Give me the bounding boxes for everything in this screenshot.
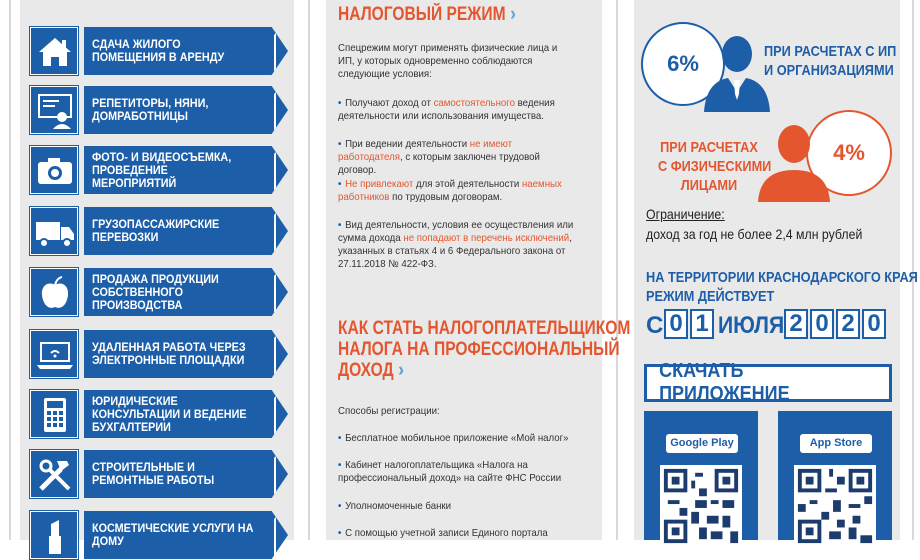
condition-text: Получают доход от	[345, 97, 434, 109]
condition-accent: Не привлекают	[345, 178, 414, 190]
activity-item	[30, 390, 288, 438]
rate-label-line: ПРИ РАСЧЕТАХ	[660, 139, 758, 156]
condition-text: Вид деятельности, условия ее осуществления или сумма дохода	[338, 219, 574, 244]
google-play-card[interactable]	[644, 411, 758, 540]
app-store-label: App Store	[800, 434, 872, 453]
rate-label-line: ЛИЦАМИ	[680, 177, 738, 194]
activity-label: КОСМЕТИЧЕСКИЕ УСЛУГИ НА ДОМУ	[92, 521, 254, 548]
condition-item	[338, 219, 574, 271]
condition-text: для этой деятельности	[413, 178, 522, 190]
bullet-icon: •	[338, 459, 342, 471]
method-text: Уполномоченные банки	[345, 500, 452, 512]
method-text: С помощью учетной записи Единого портала	[345, 527, 548, 539]
rate-label-line: С ФИЗИЧЕСКИМИ	[658, 158, 772, 175]
condition-item	[338, 97, 574, 123]
download-app-label: СКАЧАТЬ ПРИЛОЖЕНИЕ	[659, 360, 790, 405]
condition-item	[338, 178, 574, 204]
territory-line: НА ТЕРРИТОРИИ КРАСНОДАРСКОГО КРАЯ	[646, 269, 918, 286]
date-digit: 0	[862, 309, 886, 339]
condition-accent: не имеют работодателя	[338, 138, 513, 163]
download-app-button[interactable]	[644, 360, 892, 405]
condition-item	[338, 138, 574, 177]
bullet-icon: •	[338, 97, 342, 109]
laptop-icon	[30, 330, 78, 378]
date-digit: 0	[664, 309, 688, 339]
condition-text: ведения деятельности или использования имущества.	[338, 97, 555, 122]
condition-accent: самостоятельного	[433, 97, 515, 109]
regime-heading-text: НАЛОГОВЫЙ РЕЖИМ	[338, 4, 506, 25]
howto-heading-line: ДОХОД	[338, 360, 394, 381]
activity-item	[30, 207, 288, 255]
date-digit: 2	[784, 309, 808, 339]
house-icon	[30, 27, 78, 75]
apple-icon	[30, 268, 78, 316]
activity-label: СДАЧА ЖИЛОГО ПОМЕЩЕНИЯ В АРЕНДУ	[92, 37, 225, 64]
rates-content	[634, 0, 918, 540]
condition-text: , указанных в статьях 4 и 6 Федерального закона от 27.11.2018 № 422-ФЗ.	[338, 232, 572, 270]
google-play-qr-icon[interactable]	[660, 465, 742, 547]
google-play-label: Google Play	[666, 434, 738, 453]
howto-heading	[338, 318, 630, 381]
tutor-icon	[30, 86, 78, 134]
method-item	[338, 459, 574, 485]
conditions-content	[326, 0, 631, 540]
rate-label-line: И ОРГАНИЗАЦИЯМИ	[764, 62, 894, 79]
truck-icon	[30, 207, 78, 255]
bullet-icon: •	[338, 527, 342, 539]
date-prefix: С	[646, 312, 664, 339]
app-store-qr-icon[interactable]	[794, 465, 876, 547]
rate-circle-ip: 6%	[641, 22, 725, 106]
limit-text: доход за год не более 2,4 млн рублей	[646, 226, 863, 242]
date-digit: 1	[690, 309, 714, 339]
howto-heading-line: КАК СТАТЬ НАЛОГОПЛАТЕЛЬЩИКОМ	[338, 318, 631, 339]
condition-text: по трудовым договорам.	[389, 191, 503, 203]
regime-intro: Спецрежим могут применять физические лица и ИП, у которых одновременно соблюдаются следующие условия:	[338, 42, 558, 80]
activity-item	[30, 450, 288, 498]
chevrons-icon: ››	[398, 360, 400, 381]
activity-label: ПРОДАЖА ПРОДУКЦИИ СОБСТВЕННОГО ПРОИЗВОДСТВА	[92, 271, 219, 312]
activity-item	[30, 86, 288, 134]
howto-heading-line: НАЛОГА НА ПРОФЕССИОНАЛЬНЫЙ	[338, 339, 620, 360]
bullet-icon: •	[338, 432, 342, 444]
regime-heading	[338, 4, 511, 25]
activity-label: ФОТО- И ВИДЕОСЪЕМКА, ПРОВЕДЕНИЕ МЕРОПРИЯТИЙ	[92, 149, 232, 190]
camera-icon	[30, 146, 78, 194]
date-month: ИЮЛЯ	[718, 312, 785, 339]
bullet-icon: •	[338, 138, 342, 150]
activity-item	[30, 146, 288, 194]
condition-text: При ведении деятельности	[345, 138, 470, 150]
activity-label: ЮРИДИЧЕСКИЕ КОНСУЛЬТАЦИИ И ВЕДЕНИЕ БУХГАЛТЕРИИ	[92, 393, 247, 434]
activity-label: УДАЛЕННАЯ РАБОТА ЧЕРЕЗ ЭЛЕКТРОННЫЕ ПЛОЩАДКИ	[92, 340, 246, 367]
condition-accent: не попадают в перечень исключений	[403, 232, 570, 244]
rate-fl-label	[658, 138, 772, 195]
divider	[616, 0, 618, 540]
businessman-icon	[702, 30, 772, 112]
bullet-icon: •	[338, 500, 342, 512]
divider	[308, 0, 310, 540]
methods-label: Способы регистрации:	[338, 405, 440, 417]
tools-icon	[30, 450, 78, 498]
rate-ip-label	[764, 42, 896, 80]
condition-text: , с которым заключен трудовой договор.	[338, 151, 540, 176]
method-item	[338, 432, 574, 445]
bullet-icon: •	[338, 178, 342, 190]
activity-item	[30, 27, 288, 75]
divider	[9, 0, 11, 540]
app-store-card[interactable]	[778, 411, 892, 540]
bullet-icon: •	[338, 219, 342, 231]
activity-label: ГРУЗОПАССАЖИРСКИЕ ПЕРЕВОЗКИ	[92, 217, 220, 244]
method-text: Бесплатное мобильное приложение «Мой налог»	[345, 432, 569, 444]
method-item	[338, 500, 574, 513]
activity-label: РЕПЕТИТОРЫ, НЯНИ, ДОМРАБОТНИЦЫ	[92, 96, 209, 123]
activity-label: СТРОИТЕЛЬНЫЕ И РЕМОНТНЫЕ РАБОТЫ	[92, 460, 215, 487]
territory-line: РЕЖИМ ДЕЙСТВУЕТ	[646, 288, 775, 305]
chevrons-icon: ››	[510, 4, 512, 25]
calculator-icon	[30, 390, 78, 438]
activity-item	[30, 511, 288, 559]
activity-item	[30, 330, 288, 378]
condition-accent: наемных работников	[338, 178, 562, 203]
rate-circle-fl: 4%	[806, 110, 892, 196]
rate-label-line: ПРИ РАСЧЕТАХ С ИП	[764, 43, 897, 60]
activity-list	[20, 0, 294, 548]
date-digit: 2	[836, 309, 860, 339]
method-item	[338, 527, 574, 540]
date-digit: 0	[810, 309, 834, 339]
activity-item	[30, 268, 288, 316]
method-text: Кабинет налогоплательщика «Налога на профессиональный доход» на сайте ФНС России	[338, 459, 562, 484]
lipstick-icon	[30, 511, 78, 559]
territory-heading	[646, 268, 918, 306]
limit-title: Ограничение:	[646, 206, 725, 222]
